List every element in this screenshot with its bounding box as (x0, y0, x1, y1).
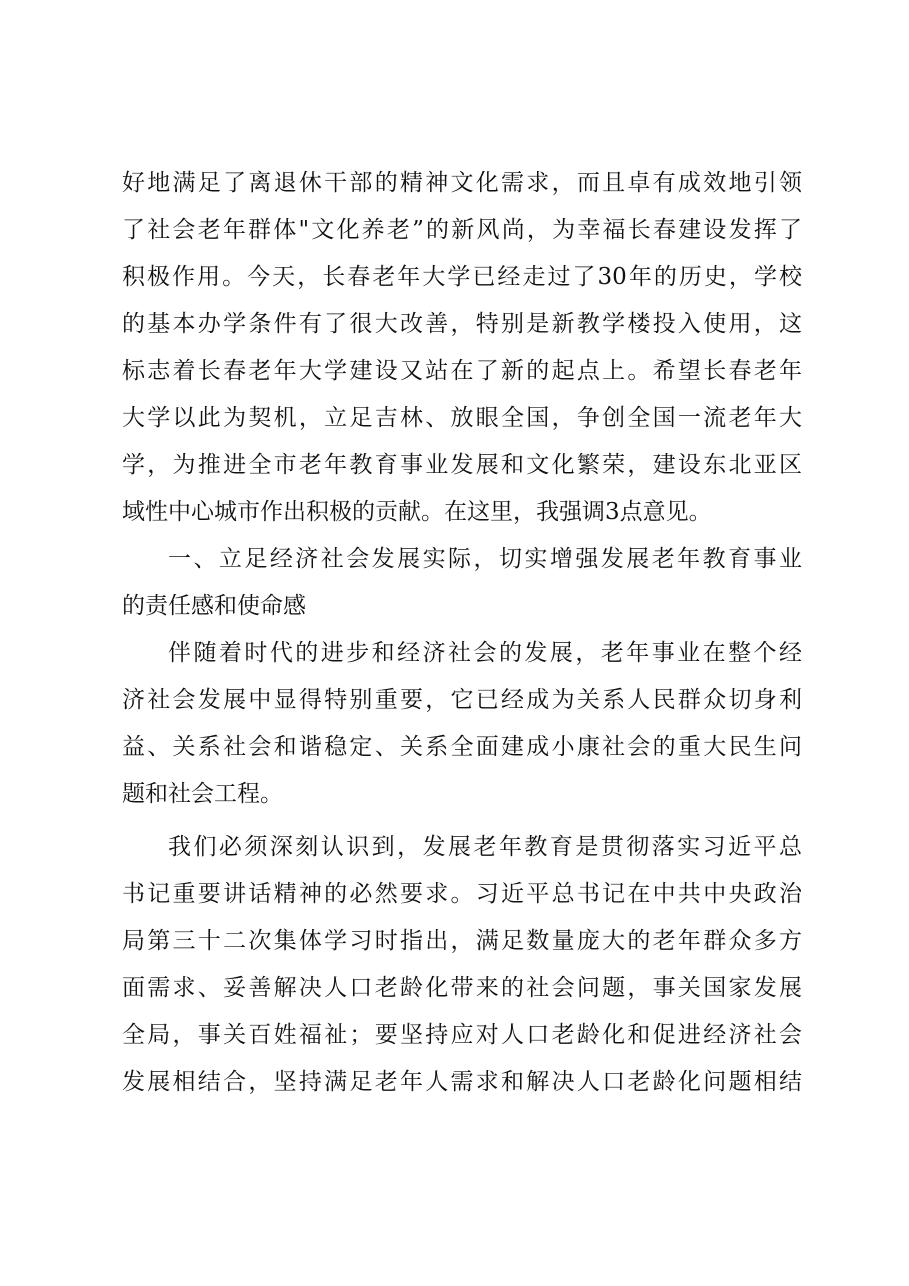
text-line: 局第三十二次集体学习时指出，满足数量庞大的老年群众多方 (122, 928, 802, 954)
text-line: 的基本办学条件有了很大改善，特别是新教学楼投入使用，这 (122, 311, 802, 337)
section-heading-1 (122, 536, 802, 630)
text-line: 域性中心城市作出积极的贡献。在这里，我强调3点意见。 (122, 499, 712, 525)
text-line: 面需求、妥善解决人口老龄化带来的社会问题，事关国家发展 (122, 975, 802, 1001)
text-line: 了社会老年群体"文化养老”的新风尚，为幸福长春建设发挥了 (122, 217, 802, 243)
text-line: 济社会发展中显得特别重要，它已经成为关系人民群众切身利 (122, 687, 802, 713)
text-line: 全局，事关百姓福祉；要坚持应对人口老龄化和促进经济社会 (122, 1022, 802, 1048)
paragraph-3 (122, 630, 802, 818)
text-line: 书记重要讲话精神的必然要求。习近平总书记在中共中央政治 (122, 881, 802, 907)
text-line: 一、立足经济社会发展实际，切实增强发展老年教育事业 (168, 546, 802, 572)
text-line: 我们必须深刻认识到，发展老年教育是贯彻落实习近平总 (168, 834, 802, 860)
text-line: 好地满足了离退休干部的精神文化需求，而且卓有成效地引领 (122, 170, 802, 196)
text-line: 题和社会工程。 (122, 781, 283, 807)
text-line: 积极作用。今天，长春老年大学已经走过了30年的历史，学校 (122, 264, 802, 290)
paragraph-1 (122, 160, 802, 536)
text-line: 发展相结合，坚持满足老年人需求和解决人口老龄化问题相结 (122, 1069, 802, 1095)
text-line: 标志着长春老年大学建设又站在了新的起点上。希望长春老年 (122, 358, 802, 384)
text-line: 益、关系社会和谐稳定、关系全面建成小康社会的重大民生问 (122, 734, 802, 760)
text-line: 学，为推进全市老年教育事业发展和文化繁荣，建设东北亚区 (122, 452, 802, 478)
document-body (122, 160, 802, 1106)
text-line: 大学以此为契机，立足吉林、放眼全国，争创全国一流老年大 (122, 405, 802, 431)
text-line: 的责任感和使命感 (122, 593, 306, 619)
text-line: 伴随着时代的进步和经济社会的发展，老年事业在整个经 (168, 640, 802, 666)
paragraph-4 (122, 824, 802, 1106)
